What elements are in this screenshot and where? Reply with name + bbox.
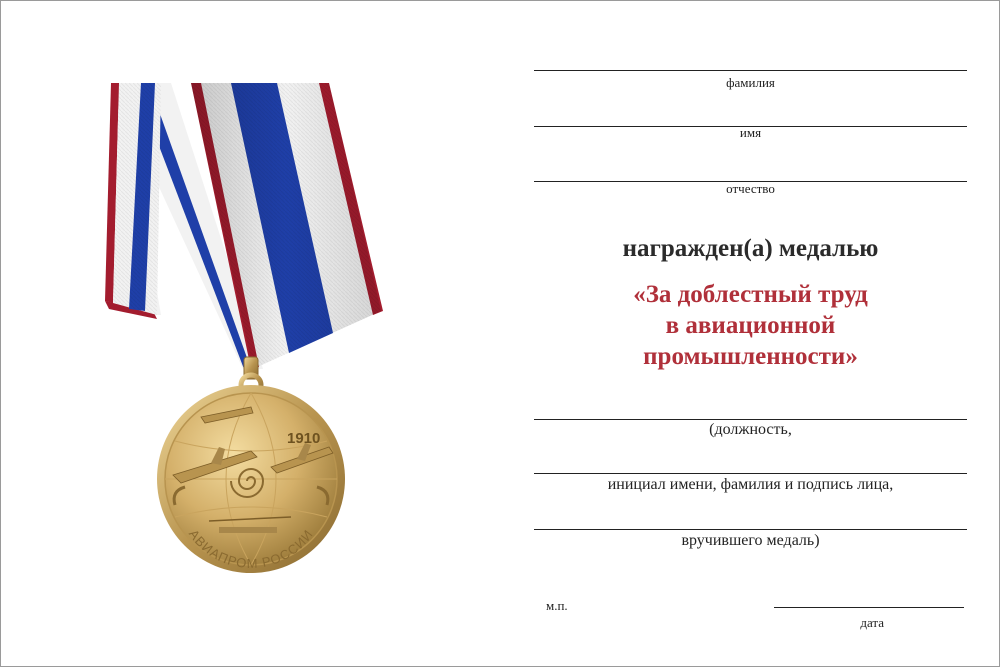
ribbon-left-edge [105, 83, 161, 319]
presenter-caption-3: вручившего медаль) [681, 532, 820, 549]
medal-title-line: в авиационной [665, 312, 836, 339]
medal-disc [157, 385, 345, 573]
presenter-caption-2: инициал имени, фамилия и подпись лица, [607, 476, 894, 493]
presenter-line[interactable] [534, 529, 967, 530]
medal-rim-text: АВИАПРОМ РОССИИ [185, 526, 317, 572]
date-label: дата [860, 615, 884, 630]
patronymic-label: отчество [726, 181, 775, 196]
medal-title [534, 279, 967, 372]
medal-title-line: «За доблестный труд [633, 281, 868, 308]
date-line[interactable] [774, 607, 964, 608]
signature-line[interactable] [534, 473, 967, 474]
ribbon-front [191, 83, 383, 369]
position-line[interactable] [534, 419, 967, 420]
presenter-caption-1: (должность, [709, 421, 792, 438]
medal-illustration [101, 71, 421, 611]
surname-label: фамилия [726, 75, 775, 90]
medal-year: 1910 [287, 430, 321, 447]
medal-svg [101, 71, 421, 611]
seal-label: м.п. [546, 598, 568, 613]
name-label: имя [739, 125, 762, 140]
awarded-text: награжден(а) медалью [622, 235, 879, 262]
medal-title-line: промышленности» [643, 343, 858, 370]
surname-line[interactable] [534, 70, 967, 71]
